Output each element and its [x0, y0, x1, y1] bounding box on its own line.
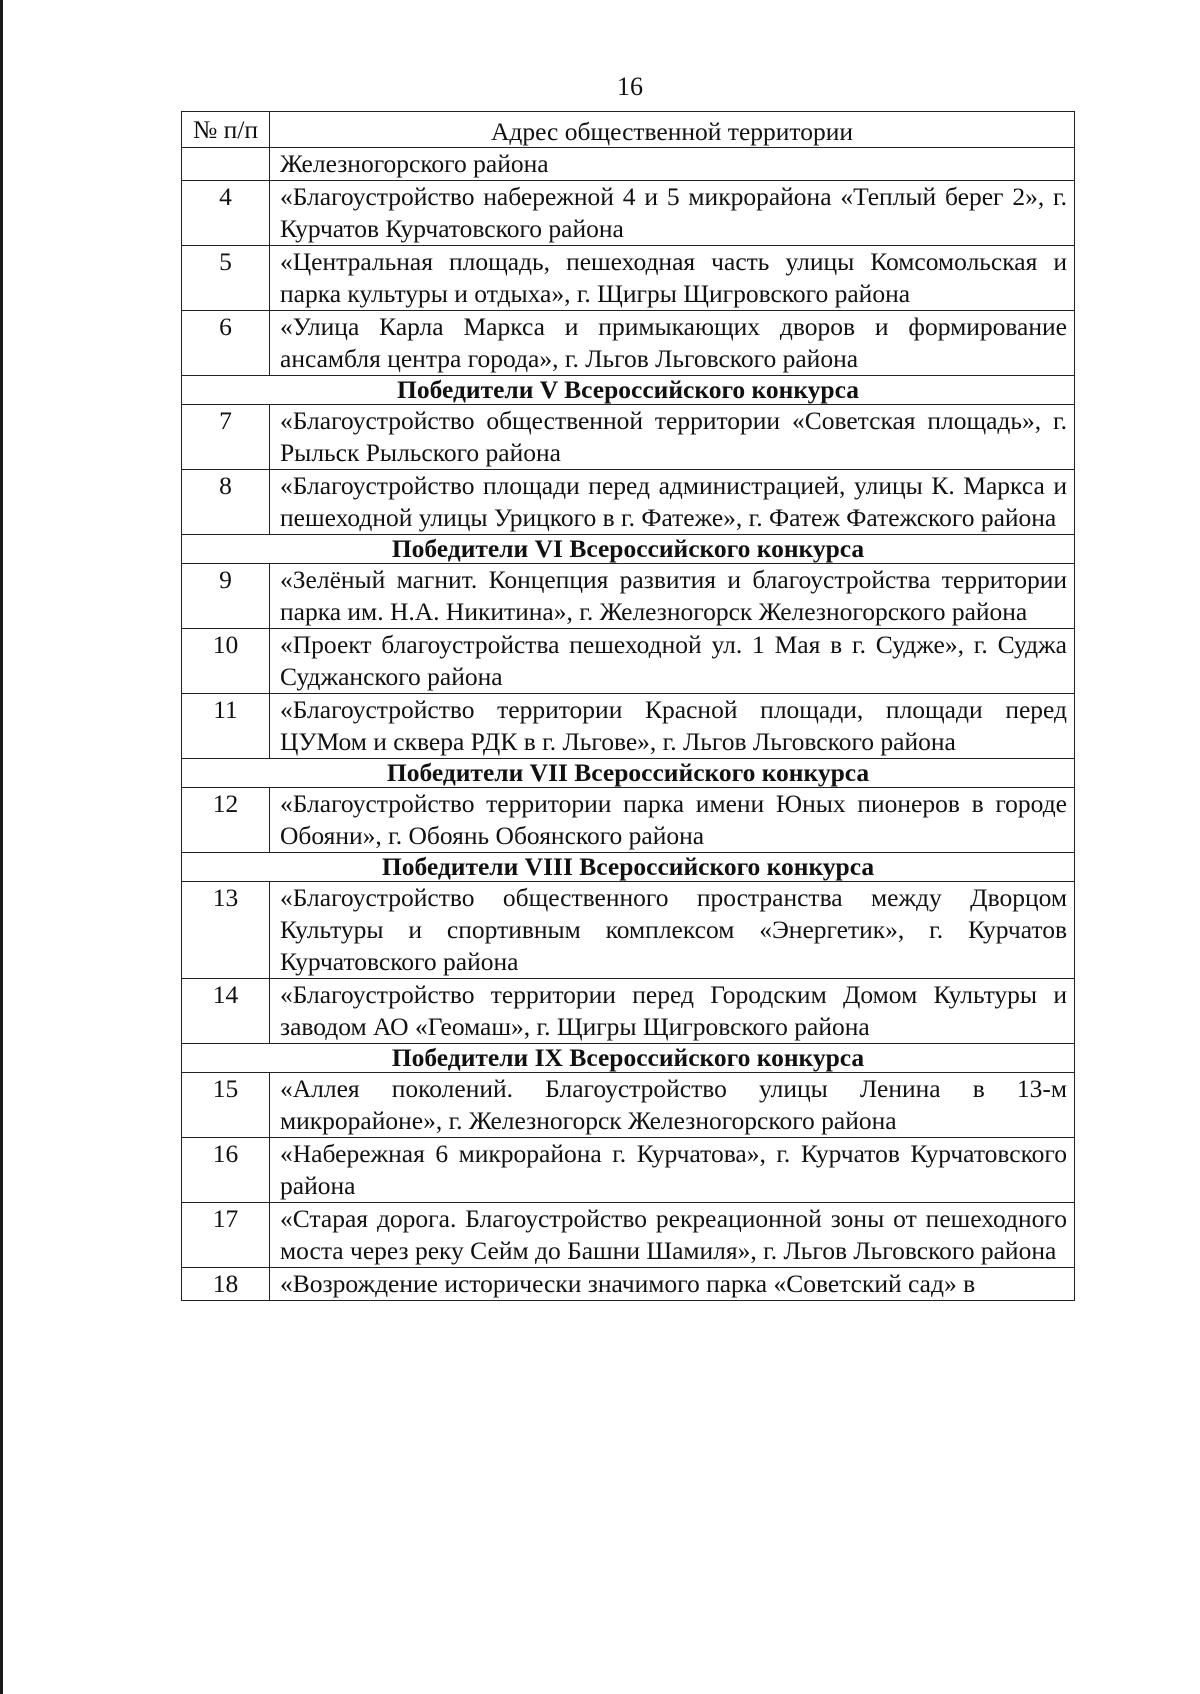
- table-row: [182, 405, 1075, 470]
- territory-address: «Благоустройство общественной территории «Советская площадь», г. Рыльск Рыльского района: [270, 405, 1075, 470]
- table-row: [182, 979, 1075, 1044]
- column-header-number: № п/п: [182, 112, 270, 148]
- section-heading-row: [182, 759, 1075, 788]
- section-heading: Победители VIII Всероссийского конкурса: [182, 853, 1075, 882]
- territory-address: «Возрождение исторически значимого парка «Советский сад» в: [270, 1268, 1075, 1301]
- table-row: [182, 311, 1075, 376]
- section-heading: Победители VI Всероссийского конкурса: [182, 535, 1075, 564]
- column-header-address: Адрес общественной территории: [270, 112, 1075, 148]
- row-number: 5: [182, 246, 270, 311]
- section-heading-row: [182, 853, 1075, 882]
- table-row: [182, 181, 1075, 246]
- section-heading-row: [182, 376, 1075, 405]
- table-row: [182, 148, 1075, 181]
- table-row: [182, 246, 1075, 311]
- territory-address: «Старая дорога. Благоустройство рекреационной зоны от пешеходного моста через реку Сейм до Башни Шамиля», г. Льгов Льговского района: [270, 1203, 1075, 1268]
- table-row: [182, 1138, 1075, 1203]
- row-number: 15: [182, 1073, 270, 1138]
- row-number: 12: [182, 788, 270, 853]
- row-number: [182, 148, 270, 181]
- table-header-row: [182, 112, 1075, 148]
- row-number: 8: [182, 470, 270, 535]
- territory-address: «Центральная площадь, пешеходная часть улицы Комсомольская и парка культуры и отдыха», г. Щигры Щигровского района: [270, 246, 1075, 311]
- table-body: [182, 148, 1075, 1301]
- territory-address: «Благоустройство территории парка имени Юных пионеров в городе Обояни», г. Обоянь Обоянского района: [270, 788, 1075, 853]
- section-heading-row: [182, 1044, 1075, 1073]
- territory-address: «Набережная 6 микрорайона г. Курчатова», г. Курчатов Курчатовского района: [270, 1138, 1075, 1203]
- table-header: [182, 112, 1075, 148]
- table-row: [182, 470, 1075, 535]
- territory-address: «Благоустройство площади перед администрацией, улицы К. Маркса и пешеходной улицы Урицкого в г. Фатеже», г. Фатеж Фатежского района: [270, 470, 1075, 535]
- territory-address: «Зелёный магнит. Концепция развития и благоустройства территории парка им. Н.А. Никитина», г. Железногорск Железногорского района: [270, 564, 1075, 629]
- territory-address: Железногорского района: [270, 148, 1075, 181]
- territory-address: «Благоустройство общественного пространства между Дворцом Культуры и спортивным комплексом «Энергетик», г. Курчатов Курчатовского района: [270, 882, 1075, 979]
- row-number: 7: [182, 405, 270, 470]
- scan-edge-line: [0, 0, 3, 1694]
- table-row: [182, 694, 1075, 759]
- section-heading: Победители IX Всероссийского конкурса: [182, 1044, 1075, 1073]
- table-row: [182, 788, 1075, 853]
- territory-address: «Улица Карла Маркса и примыкающих дворов и формирование ансамбля центра города», г. Льгов Льговского района: [270, 311, 1075, 376]
- table-row: [182, 1268, 1075, 1301]
- section-heading-row: [182, 535, 1075, 564]
- row-number: 9: [182, 564, 270, 629]
- table-row: [182, 1203, 1075, 1268]
- territory-address: «Благоустройство набережной 4 и 5 микрорайона «Теплый берег 2», г. Курчатов Курчатовского района: [270, 181, 1075, 246]
- table-row: [182, 1073, 1075, 1138]
- table-row: [182, 882, 1075, 979]
- territory-address: «Благоустройство территории перед Городским Домом Культуры и заводом АО «Геомаш», г. Щигры Щигровского района: [270, 979, 1075, 1044]
- row-number: 14: [182, 979, 270, 1044]
- row-number: 10: [182, 629, 270, 694]
- territory-address: «Благоустройство территории Красной площади, площади перед ЦУМом и сквера РДК в г. Льгове», г. Льгов Льговского района: [270, 694, 1075, 759]
- row-number: 16: [182, 1138, 270, 1203]
- table-row: [182, 629, 1075, 694]
- row-number: 18: [182, 1268, 270, 1301]
- section-heading: Победители V Всероссийского конкурса: [182, 376, 1075, 405]
- row-number: 11: [182, 694, 270, 759]
- territory-address: «Аллея поколений. Благоустройство улицы Ленина в 13-м микрорайоне», г. Железногорск Железногорского района: [270, 1073, 1075, 1138]
- row-number: 6: [182, 311, 270, 376]
- row-number: 13: [182, 882, 270, 979]
- page-number: 16: [617, 72, 643, 101]
- territory-address: «Проект благоустройства пешеходной ул. 1 Мая в г. Судже», г. Суджа Суджанского района: [270, 629, 1075, 694]
- territory-table: [181, 111, 1075, 1301]
- row-number: 4: [182, 181, 270, 246]
- row-number: 17: [182, 1203, 270, 1268]
- table-row: [182, 564, 1075, 629]
- section-heading: Победители VII Всероссийского конкурса: [182, 759, 1075, 788]
